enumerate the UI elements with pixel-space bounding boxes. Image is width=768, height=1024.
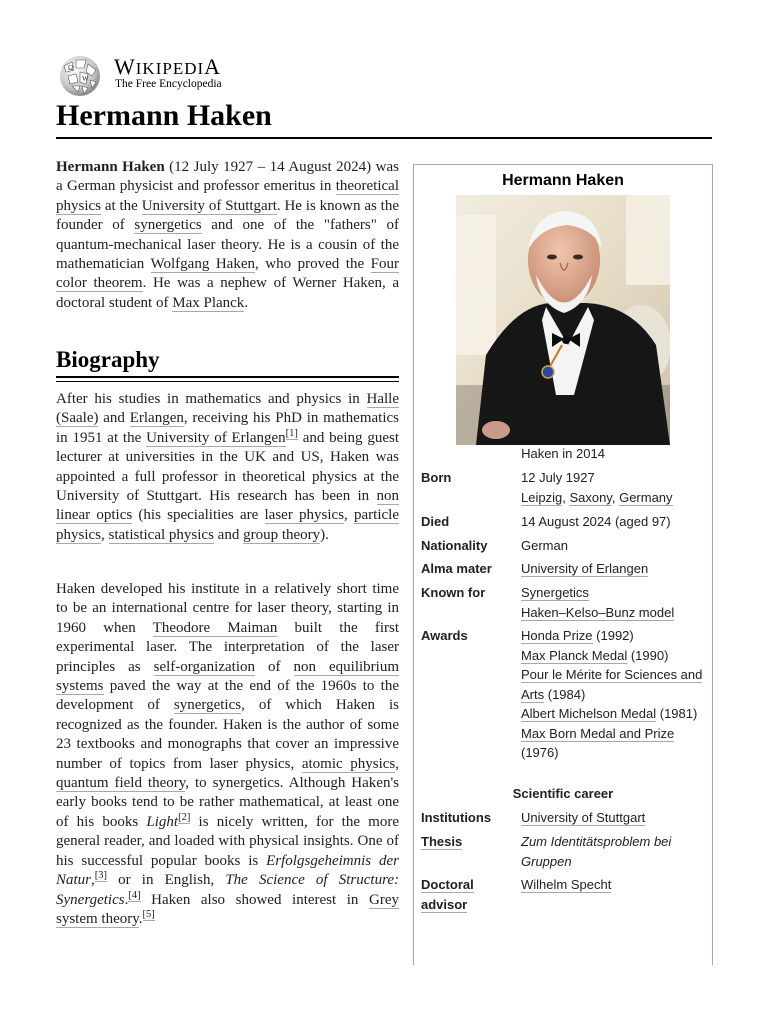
link-university-of-erlangen[interactable]: University of Erlangen [521,561,649,576]
reference-5[interactable] [143,909,155,921]
link-university-of-stuttgart[interactable]: University of Stuttgart [141,197,277,214]
link-theodore-maiman[interactable]: Theodore Maiman [152,619,278,636]
text: (his specialities are [132,507,265,524]
book-title-light: Light [146,813,179,830]
text: or in English, [107,872,226,889]
text: and being guest lecturer at universities in the UK and US, Haken was appointed a full professor in theoretical physics at the University of Stuttgart. His research has been in [56,429,399,505]
link-four-color-theorem[interactable]: Four color theorem [56,256,399,292]
link-erlangen[interactable]: Erlangen [129,410,184,427]
svg-text:Ω: Ω [68,64,74,72]
link-thesis[interactable]: Thesis [421,834,463,849]
link-self-organization[interactable]: self-organization [153,658,255,675]
value [521,875,705,895]
link-germany[interactable]: Germany [619,489,673,505]
section-divider [56,376,399,378]
text: , to synergetics. Although Haken's early books tend to be rather mathematical, at least one of his books [56,775,399,830]
intro-paragraph [56,158,399,313]
value [521,583,705,622]
value: German [521,538,568,553]
value [521,559,705,579]
label: Known for [421,585,486,600]
portrait-photo[interactable] [456,195,670,445]
reference-link[interactable]: [2] [178,811,191,823]
text: . [138,910,143,927]
text: . [244,294,249,311]
link-university-of-erlangen[interactable]: University of Erlangen [146,429,286,446]
text: ). [320,526,329,543]
text: built the first experimental laser. The interpretation of the laser principles as [56,619,399,675]
wikipedia-globe-icon[interactable] [56,54,104,98]
text: Haken also showed interest in [140,891,369,908]
link-honda-prize[interactable]: Honda Prize [521,628,593,643]
text: paved the way at the end of the 1960s to the development of [56,678,399,714]
text: , who proved the [255,256,371,273]
link-particle-physics[interactable]: particle physics [56,507,399,543]
text: , [101,526,109,543]
reference-link[interactable]: [1] [285,427,298,439]
label: Died [421,514,450,529]
infobox-title: Hermann Haken [502,172,624,189]
born-place [521,488,705,508]
reference-4[interactable] [128,890,140,902]
text: , [91,872,95,889]
text: , of which Haken is recognized as the founder. Haken is the author of some 23 textbooks and monographs that cover an impressive number of topics from laser physics, [56,697,399,772]
book-title-science-of-structure: The Science of Structure: Synergetics [56,872,400,908]
text: . [124,891,129,908]
link-albert-michelson-medal[interactable]: Albert Michelson Medal [521,706,657,721]
value [521,468,705,507]
separator: , [562,489,570,505]
link-statistical-physics[interactable]: statistical physics [108,526,214,543]
infobox-section-scientific-career: Scientific career [512,786,614,801]
text: and [213,526,244,543]
value [521,808,705,828]
link-synergetics[interactable]: synergetics [134,217,202,234]
label: Alma mater [421,561,492,576]
link-pour-le-merite[interactable]: Pour le Mérite for Sciences and Arts [521,667,703,702]
infobox [413,164,713,965]
reference-3[interactable] [95,870,107,882]
label: Awards [421,628,468,643]
label: Nationality [421,538,488,553]
link-wolfgang-haken[interactable]: Wolfgang Haken [150,256,255,273]
biography-paragraph-1 [56,390,399,545]
link-halle-saale[interactable]: Halle (Saale) [56,391,399,427]
award-year: (1976) [521,745,559,760]
link-atomic-physics[interactable]: atomic physics [301,755,396,772]
text: and one of the "fathers" of quantum-mechanical laser theory. He is a cousin of the mathematician [56,217,399,273]
biography-paragraph-2 [56,580,399,929]
award-year: (1981) [656,706,698,721]
reference-link[interactable]: [3] [94,870,108,882]
text: , [395,755,399,772]
link-haken-kelso-bunz-model[interactable]: Haken–Kelso–Bunz model [521,604,675,620]
title-divider [56,137,712,139]
text: , receiving his PhD in mathematics in 1951 at the [56,410,399,446]
link-grey-system-theory[interactable]: Grey system theory [56,891,399,927]
award-year: (1984) [544,686,586,702]
link-university-of-stuttgart[interactable]: University of Stuttgart [521,810,646,825]
link-max-planck-medal[interactable]: Max Planck Medal [521,647,628,663]
born-date: 12 July 1927 [521,470,595,485]
text: . He was a nephew of Werner Haken, a doctoral student of [56,275,399,311]
value [521,626,705,763]
award-year: (1992) [592,628,634,643]
reference-2[interactable] [178,812,190,824]
text: and [98,410,130,427]
label [421,875,516,914]
link-group-theory[interactable]: group theory [243,526,321,543]
link-quantum-field-theory[interactable]: quantum field theory [56,775,186,792]
link-leipzig[interactable]: Leipzig [521,489,563,505]
link-non-linear-optics[interactable]: non linear optics [56,488,399,524]
link-theoretical-physics[interactable]: theoretical physics [56,178,399,214]
link-saxony[interactable]: Saxony [569,489,612,505]
link-synergetics[interactable]: synergetics [173,697,242,714]
reference-link[interactable]: [4] [128,889,141,901]
svg-text:W: W [82,75,89,83]
text: Haken developed his institute in a relatively short time to be an international centre for laser theory, starting in 1960 when [56,581,399,636]
text: is nicely written, for the more general reader, and loaded with physical insights. One of his successful popular books is [56,813,399,869]
text: at the [101,197,142,214]
tagline: The Free Encyclopedia [115,78,222,90]
photo-caption: Haken in 2014 [521,446,605,461]
label [421,832,516,852]
text: , [344,507,355,524]
text: . He is known as the founder of [56,197,399,234]
link-wilhelm-specht[interactable]: Wilhelm Specht [521,877,612,892]
bold-name: Hermann Haken [56,159,165,175]
value: Zum Identitätsproblem bei Gruppen [521,834,672,869]
section-divider [56,381,399,382]
value: 14 August 2024 (aged 97) [521,514,671,529]
wikipedia-wordmark[interactable]: WIKIPEDIA [114,54,222,79]
label: Born [421,470,452,485]
reference-1[interactable] [286,428,298,440]
link-laser-physics[interactable]: laser physics [264,507,345,524]
page-title: Hermann Haken [56,99,272,132]
label: Institutions [421,810,492,825]
link-max-born-medal[interactable]: Max Born Medal and Prize [521,725,675,741]
text: of [255,658,294,675]
section-heading-biography: Biography [56,347,160,372]
text: (12 July 1927 – 14 August 2024) was a German physicist and professor emeritus in [56,159,399,195]
reference-link[interactable]: [5] [142,908,155,920]
link-non-equilibrium-systems[interactable]: non equilibrium systems [56,658,399,695]
link-max-planck[interactable]: Max Planck [172,294,245,311]
separator: , [611,489,620,505]
link-synergetics[interactable]: Synergetics [521,585,589,600]
award-year: (1990) [627,647,669,663]
link-doctoral-advisor[interactable]: Doctoral advisor [421,877,474,912]
text: After his studies in mathematics and physics in [56,391,367,407]
book-title-erfolgsgeheimnis: Erfolgsgeheimnis der Natur [56,852,399,889]
